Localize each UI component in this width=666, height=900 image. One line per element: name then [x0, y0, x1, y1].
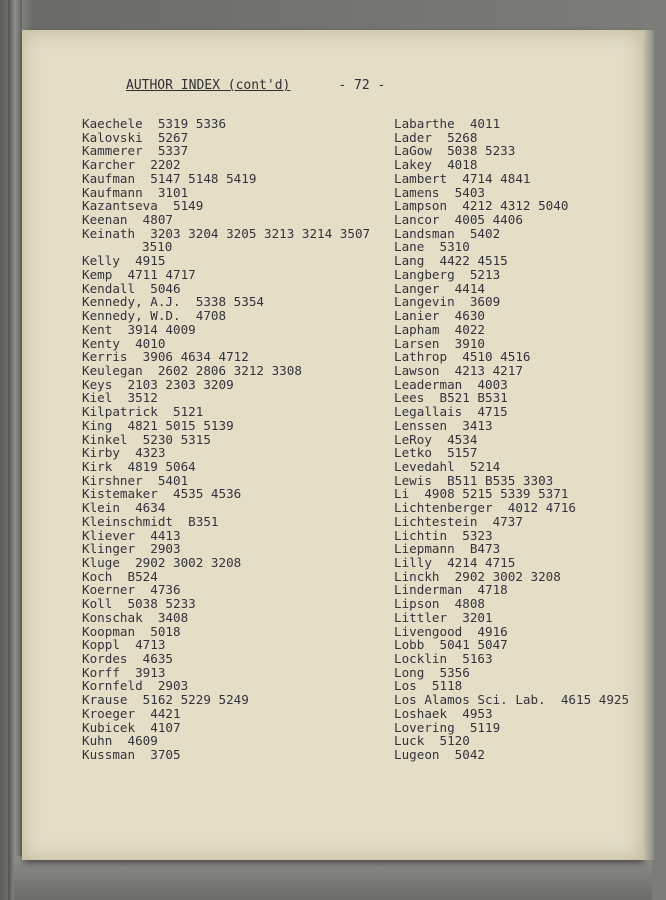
reference-numbers: 4715	[477, 404, 508, 420]
index-entry	[82, 583, 370, 597]
reference-numbers: 5041 5047	[439, 637, 508, 653]
reference-numbers: 5267	[157, 129, 189, 145]
index-entry	[82, 611, 370, 625]
reference-numbers: 5402	[469, 225, 501, 241]
author-name: Lilly	[394, 555, 432, 570]
index-entry	[82, 666, 370, 680]
author-name: Langer	[394, 280, 440, 296]
reference-numbers: 4737	[492, 513, 523, 529]
index-entry	[394, 405, 629, 419]
author-name: Kluge	[82, 555, 120, 570]
reference-numbers: 3705	[150, 747, 181, 763]
reference-numbers: 4535 4536	[173, 486, 242, 502]
reference-numbers: 5337	[157, 143, 189, 159]
author-name: Long	[394, 664, 425, 680]
reference-numbers: 4615 4925	[560, 692, 630, 708]
index-entry	[82, 679, 370, 693]
reference-numbers: 5338 5354	[195, 294, 264, 310]
author-name: Lang	[394, 253, 425, 269]
index-entry	[82, 556, 370, 570]
index-entry	[82, 391, 370, 405]
author-name: Langevin	[394, 294, 455, 310]
author-name: Lobb	[394, 637, 425, 653]
index-entry	[394, 337, 629, 351]
index-entry	[82, 158, 370, 172]
author-name: Landsman	[394, 225, 455, 241]
index-entry	[82, 460, 370, 474]
page-stack-bottom	[14, 856, 652, 900]
reference-numbers: 3203 3204 3205 3213 3214 3507	[150, 225, 371, 241]
index-entry	[394, 734, 629, 748]
author-name: Lamens	[394, 184, 440, 200]
reference-numbers: 4421	[150, 705, 181, 721]
author-name: Konschak	[82, 609, 143, 625]
page-right-edge	[642, 30, 654, 860]
index-title: AUTHOR INDEX (cont'd)	[126, 78, 291, 93]
author-name: Lichtin	[394, 527, 448, 543]
author-name: Lambert	[394, 170, 448, 186]
reference-numbers: 5403	[454, 184, 486, 200]
author-name: Krause	[82, 692, 128, 708]
author-name: Kaechele	[82, 116, 143, 131]
reference-numbers: 5147 5148 5419	[150, 170, 257, 186]
author-name: Korff	[82, 664, 120, 680]
author-name: Langberg	[394, 266, 455, 282]
author-name: Lanier	[394, 308, 440, 324]
author-name: Liepmann	[394, 541, 455, 557]
reference-numbers: 4807	[142, 212, 174, 228]
index-entry	[394, 186, 629, 200]
reference-numbers: 5046	[150, 280, 181, 296]
reference-numbers: 5319 5336	[157, 116, 227, 131]
index-entry	[82, 144, 370, 158]
author-name: Kirshner	[82, 472, 143, 488]
author-name: Kordes	[82, 651, 128, 667]
index-entry	[394, 323, 629, 337]
reference-numbers: 3609	[469, 294, 501, 310]
reference-numbers: 5120	[439, 733, 470, 749]
index-entry	[82, 734, 370, 748]
reference-numbers: 4213 4217	[454, 362, 523, 378]
reference-numbers: 3101	[157, 184, 189, 200]
author-name: Kalovski	[82, 129, 143, 145]
author-name: Lakey	[394, 157, 432, 173]
index-entry	[82, 405, 370, 419]
author-name: LeRoy	[394, 431, 432, 447]
index-entry	[394, 583, 629, 597]
author-name: Koch	[82, 568, 113, 584]
index-entry	[394, 707, 629, 721]
index-entry	[394, 282, 629, 296]
author-name: LaGow	[394, 143, 432, 159]
author-name: Lewis	[394, 472, 432, 488]
index-entry	[82, 542, 370, 556]
author-name: Lenssen	[394, 417, 448, 433]
author-name: Lader	[394, 129, 432, 145]
index-entry	[394, 542, 629, 556]
index-entry	[394, 625, 629, 639]
author-name: Lees	[394, 390, 425, 406]
author-name: Legallais	[394, 404, 463, 420]
author-name: Lawson	[394, 362, 440, 378]
index-entry	[394, 199, 629, 213]
index-entry	[394, 144, 629, 158]
index-column-right	[394, 117, 629, 762]
author-name: Keys	[82, 376, 113, 392]
reference-numbers: 4630	[454, 308, 486, 324]
reference-numbers: 4819 5064	[127, 458, 196, 474]
index-entry	[394, 378, 629, 392]
reference-numbers: B473	[469, 541, 501, 557]
index-entry	[82, 364, 370, 378]
author-name: Loshaek	[394, 705, 448, 721]
reference-numbers: 4821 5015 5139	[127, 417, 234, 433]
author-name: Leaderman	[394, 376, 463, 392]
index-entry	[82, 254, 370, 268]
index-entry	[394, 227, 629, 241]
index-entry	[394, 556, 629, 570]
reference-continuation: 3510	[142, 239, 173, 255]
index-entry	[82, 213, 370, 227]
reference-numbers: B351	[188, 513, 219, 529]
reference-numbers: 5157	[447, 445, 478, 461]
index-entry	[394, 117, 629, 131]
author-name: Lipson	[394, 596, 440, 612]
index-entry	[82, 227, 370, 241]
reference-numbers: 4012 4716	[507, 500, 576, 516]
reference-numbers: 4736	[150, 582, 181, 598]
index-entry	[82, 337, 370, 351]
index-entry	[82, 693, 370, 707]
author-name: Luck	[394, 733, 425, 749]
reference-numbers: 5118	[431, 678, 463, 694]
binder-edge	[8, 0, 22, 900]
reference-numbers: 3201	[462, 609, 493, 625]
author-name: Koerner	[82, 582, 136, 598]
index-entry	[394, 391, 629, 405]
index-entry	[82, 570, 370, 584]
reference-numbers: 5230 5315	[142, 431, 211, 447]
index-entry	[394, 350, 629, 364]
index-entry	[394, 433, 629, 447]
author-name: Linckh	[394, 568, 440, 584]
reference-numbers: 4005 4406	[454, 212, 523, 228]
author-name: Lichtenberger	[394, 500, 493, 516]
author-name: Labarthe	[394, 116, 455, 131]
author-name: Kinkel	[82, 431, 128, 447]
index-entry	[82, 529, 370, 543]
index-entry	[82, 433, 370, 447]
author-name: Kennedy, W.D.	[82, 308, 181, 324]
reference-numbers: 5042	[454, 747, 486, 763]
index-entry	[394, 268, 629, 282]
index-entry	[82, 117, 370, 131]
page-header	[126, 78, 385, 93]
index-entry	[394, 679, 629, 693]
reference-numbers: 4718	[477, 582, 508, 598]
author-name: Kendall	[82, 280, 136, 296]
reference-numbers: 4212 4312 5040	[462, 198, 569, 214]
author-name: Lathrop	[394, 349, 448, 365]
index-entry	[394, 309, 629, 323]
reference-numbers: 5323	[462, 527, 493, 543]
index-entry	[82, 350, 370, 364]
author-name: Kazantseva	[82, 198, 158, 214]
index-entry	[82, 501, 370, 515]
reference-numbers: B524	[127, 568, 158, 584]
author-name: Kenty	[82, 335, 120, 351]
index-entry	[394, 172, 629, 186]
author-name: Koppl	[82, 637, 120, 653]
reference-numbers: 5038 5233	[127, 596, 196, 612]
reference-numbers: 3913	[135, 664, 166, 680]
author-name: Lichtestein	[394, 513, 478, 529]
author-name: Lampson	[394, 198, 448, 214]
reference-numbers: 4003	[477, 376, 508, 392]
reference-numbers: 4708	[195, 308, 227, 324]
index-entry	[82, 295, 370, 309]
index-entry	[394, 515, 629, 529]
author-name: Keulegan	[82, 362, 143, 378]
index-entry	[394, 570, 629, 584]
author-name: Los Alamos Sci. Lab.	[394, 692, 546, 708]
index-entry	[394, 638, 629, 652]
author-name: Kornfeld	[82, 678, 143, 694]
author-name: Kirby	[82, 445, 120, 461]
reference-numbers: 2903	[150, 541, 181, 557]
index-entry	[82, 282, 370, 296]
index-entry	[394, 474, 629, 488]
author-name: Lugeon	[394, 747, 440, 763]
reference-numbers: 4711 4717	[127, 266, 196, 282]
index-entry	[82, 707, 370, 721]
index-entry	[82, 652, 370, 666]
index-entry	[394, 748, 629, 762]
reference-numbers: 4010	[135, 335, 166, 351]
reference-numbers: 3408	[157, 609, 189, 625]
author-name: Li	[394, 486, 410, 502]
author-name: Lancor	[394, 212, 440, 228]
reference-numbers: 4323	[135, 445, 166, 461]
index-entry	[82, 638, 370, 652]
author-name: Kirk	[82, 458, 113, 474]
reference-numbers: 3906 4634 4712	[142, 349, 249, 365]
index-entry	[394, 693, 629, 707]
reference-numbers: 4018	[447, 157, 478, 173]
reference-numbers: 3413	[462, 417, 493, 433]
author-name: Kaufman	[82, 170, 136, 186]
reference-numbers: 4915	[135, 253, 166, 269]
author-name: Lapham	[394, 321, 440, 337]
author-name: Kiel	[82, 390, 113, 406]
index-entry	[82, 419, 370, 433]
author-name: Koll	[82, 596, 113, 612]
index-entry	[394, 666, 629, 680]
index-entry	[394, 419, 629, 433]
index-entry	[394, 158, 629, 172]
author-name: Kerris	[82, 349, 128, 365]
reference-numbers: 4534	[447, 431, 478, 447]
page-number: - 72 -	[338, 78, 386, 93]
index-entry	[82, 199, 370, 213]
index-entry	[394, 364, 629, 378]
index-entry	[394, 213, 629, 227]
index-entry	[394, 254, 629, 268]
author-name: Livengood	[394, 623, 463, 639]
reference-numbers: 5356	[439, 664, 470, 680]
index-entry	[394, 652, 629, 666]
author-name: Kelly	[82, 253, 120, 269]
author-name: Linderman	[394, 582, 463, 598]
reference-numbers: 3914 4009	[127, 321, 196, 337]
index-entry	[394, 295, 629, 309]
author-name: Klinger	[82, 541, 136, 557]
author-name: Kennedy, A.J.	[82, 294, 181, 310]
author-name: Keinath	[82, 225, 136, 241]
author-name: Lovering	[394, 719, 455, 735]
author-name: King	[82, 417, 113, 433]
reference-numbers: 2103 2303 3209	[127, 376, 234, 392]
reference-numbers: 4510 4516	[462, 349, 531, 365]
reference-numbers: 4635	[142, 651, 174, 667]
index-entry	[82, 721, 370, 735]
reference-numbers: B511 B535 3303	[447, 472, 554, 488]
reference-numbers: 4916	[477, 623, 508, 639]
index-entry	[394, 721, 629, 735]
reference-numbers: 4107	[150, 719, 181, 735]
index-entry	[82, 748, 370, 762]
reference-numbers: 2902 3002 3208	[454, 568, 561, 584]
reference-numbers: 4953	[462, 705, 493, 721]
reference-numbers: 4609	[127, 733, 158, 749]
index-entry	[394, 501, 629, 515]
reference-numbers: 3512	[127, 390, 158, 406]
author-name: Kent	[82, 321, 113, 337]
author-name: Los	[394, 678, 417, 694]
reference-numbers: 5213	[469, 266, 501, 282]
author-name: Larsen	[394, 335, 440, 351]
reference-numbers: 4413	[150, 527, 181, 543]
reference-numbers: 5149	[173, 198, 204, 214]
index-entry	[394, 240, 629, 254]
index-entry	[82, 625, 370, 639]
index-entry	[394, 611, 629, 625]
index-entry	[82, 268, 370, 282]
index-entry	[82, 172, 370, 186]
author-name: Levedahl	[394, 458, 455, 474]
index-entry	[82, 131, 370, 145]
author-name: Kroeger	[82, 705, 136, 721]
author-name: Kemp	[82, 266, 113, 282]
reference-numbers: 5310	[439, 239, 470, 255]
reference-numbers: 5119	[469, 719, 501, 735]
author-name: Kubicek	[82, 719, 136, 735]
reference-numbers: B521 B531	[439, 390, 508, 406]
author-name: Kussman	[82, 747, 136, 763]
author-name: Letko	[394, 445, 432, 461]
index-entry	[82, 186, 370, 200]
author-name: Kistemaker	[82, 486, 158, 502]
index-column-left	[82, 117, 370, 762]
index-entry	[394, 446, 629, 460]
reference-numbers: 4214 4715	[447, 555, 516, 570]
reference-numbers: 2602 2806 3212 3308	[157, 362, 302, 378]
author-name: Klein	[82, 500, 120, 516]
index-entry	[394, 597, 629, 611]
author-name: Kilpatrick	[82, 404, 158, 420]
index-entry	[82, 597, 370, 611]
author-name: Locklin	[394, 651, 448, 667]
reference-numbers: 5401	[157, 472, 189, 488]
reference-numbers: 2903	[157, 678, 189, 694]
author-name: Kaufmann	[82, 184, 143, 200]
reference-numbers: 4908 5215 5339 5371	[424, 486, 569, 502]
reference-numbers: 4634	[135, 500, 166, 516]
author-name: Keenan	[82, 212, 128, 228]
author-name: Kuhn	[82, 733, 113, 749]
reference-numbers: 4714 4841	[462, 170, 531, 186]
reference-numbers: 4414	[454, 280, 486, 296]
author-name: Kleinschmidt	[82, 513, 173, 529]
reference-numbers: 4022	[454, 321, 486, 337]
index-entry	[82, 309, 370, 323]
author-name: Kammerer	[82, 143, 143, 159]
author-name: Kliever	[82, 527, 136, 543]
author-name: Littler	[394, 609, 448, 625]
reference-numbers: 5163	[462, 651, 493, 667]
reference-numbers: 3910	[454, 335, 486, 351]
reference-numbers: 4713	[135, 637, 166, 653]
author-name: Karcher	[82, 157, 136, 173]
reference-numbers: 5018	[150, 623, 181, 639]
index-entry	[82, 487, 370, 501]
reference-numbers: 4808	[454, 596, 486, 612]
index-entry	[82, 378, 370, 392]
index-entry	[82, 515, 370, 529]
index-entry	[394, 131, 629, 145]
index-entry	[82, 446, 370, 460]
reference-numbers: 5162 5229 5249	[142, 692, 249, 708]
reference-numbers: 5121	[173, 404, 204, 420]
index-entry	[82, 474, 370, 488]
author-name: Koopman	[82, 623, 136, 639]
reference-numbers: 4011	[469, 116, 501, 131]
index-entry	[394, 460, 629, 474]
reference-numbers: 5038 5233	[447, 143, 516, 159]
reference-numbers: 4422 4515	[439, 253, 508, 269]
reference-numbers: 5214	[469, 458, 501, 474]
index-entry	[82, 323, 370, 337]
author-name: Lane	[394, 239, 425, 255]
index-entry	[394, 529, 629, 543]
reference-numbers: 2202	[150, 157, 181, 173]
reference-numbers: 2902 3002 3208	[135, 555, 242, 570]
index-entry	[394, 487, 629, 501]
reference-numbers: 5268	[447, 129, 478, 145]
